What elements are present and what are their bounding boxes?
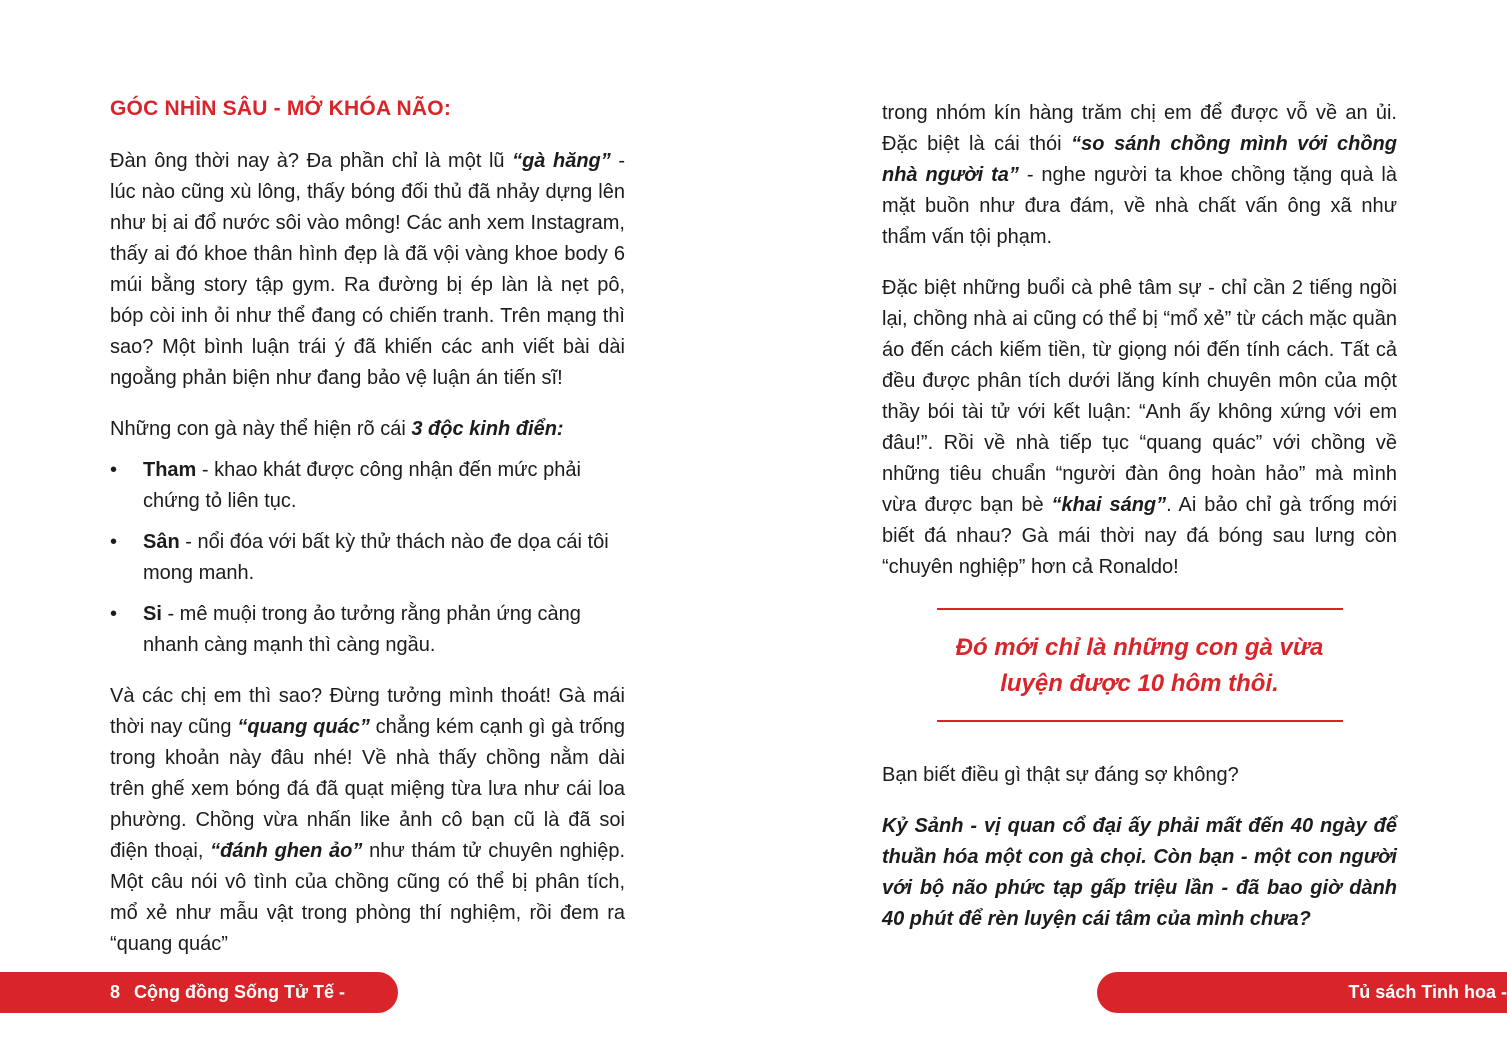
list-item-term: Sân: [143, 531, 180, 553]
paragraph-text: Và các chị em thì sao? Đừng tưởng mình thoát! Gà mái thời nay cũng: [110, 685, 625, 738]
emphasis-text: “quang quác”: [237, 716, 370, 738]
emphasis-text: “so sánh chồng mình với chồng nhà người ta”: [882, 133, 1397, 186]
paragraph-question: Bạn biết điều gì thật sự đáng sợ không?: [882, 764, 1239, 786]
paragraph-text: . Ai bảo chỉ gà trống mới biết đá nhau? Gà mái thời nay đá bóng sau lưng còn “chuyên nghiệp” hơn cả Ronaldo!: [882, 494, 1398, 578]
list-item-term: Tham: [143, 459, 197, 481]
footer-title: Cộng đồng Sống Tử Tế - Gnh.vn: [0, 982, 346, 1043]
footer-left: [0, 972, 398, 1043]
footer-right: [1097, 972, 1507, 1043]
footer-title: Tủ sách Tinh hoa - Gnh.vn/tusach: [1256, 982, 1507, 1043]
emphasis-text: “đánh ghen ảo”: [210, 840, 363, 862]
right-page-column: [882, 98, 1397, 935]
emphasis-text: 3 độc kinh điển:: [411, 418, 564, 440]
list-item-text: - khao khát được công nhận đến mức phải chứng tỏ liên tục.: [143, 459, 581, 512]
paragraph-text: trong nhóm kín hàng trăm chị em để được vỗ về an ủi. Đặc biệt là cái thói: [882, 102, 1397, 155]
paragraph-text: Đàn ông thời nay à? Đa phần chỉ là một lũ: [110, 150, 513, 172]
paragraph-text: Những con gà này thể hiện rõ cái: [110, 418, 412, 440]
paragraph-text: Đặc biệt những buổi cà phê tâm sự - chỉ cần 2 tiếng ngồi lại, chồng nhà ai cũng có thể bị “mổ xẻ” từ cách mặc quần áo đến cách kiếm tiền, từ giọng nói đến tính cách. Tất cả đều được phân tích dưới lăng kính chuyên môn của một thầy bói tài tử với kết luận: “Anh ấy không xứng với em đâu!”. Rồi về nhà tiếp tục “quang quác” với chồng về những tiêu chuẩn “người đàn ông hoàn hảo” mà mình vừa được bạn bè: [882, 277, 1397, 516]
paragraph-text: - nghe người ta khoe chồng tặng quà là mặt buồn như đưa đám, về nhà chất vấn ông xã như thẩm vấn tội phạm.: [882, 164, 1397, 248]
paragraph-text: - lúc nào cũng xù lông, thấy bóng đối thủ đã nhảy dựng lên như bị ai đổ nước sôi vào mông! Các anh xem Instagram, thấy ai đó khoe thân hình đẹp là đã vội vàng khoe body 6 múi bằng story tập gym. Ra đường bị ép làn là nẹt pô, bóp còi inh ỏi như thể đang có chiến tranh. Trên mạng thì sao? Một bình luận trái ý đã khiến các anh viết bài dài ngoằng phản biện như đang bảo vệ luận án tiến sĩ!: [110, 150, 626, 389]
pull-quote-line: luyện được 10 hôm thôi.: [1000, 670, 1279, 697]
paragraph-intro: [110, 146, 625, 394]
paragraph-three-poisons: [110, 414, 625, 445]
list-item-text: - mê muội trong ảo tưởng rằng phản ứng càng nhanh càng mạnh thì càng ngầu.: [143, 603, 581, 656]
emphasis-text: “khai sáng”: [1051, 494, 1167, 516]
list-item-term: Si: [143, 603, 162, 625]
left-page-column: [110, 92, 625, 960]
paragraph-text: như thám tử chuyên nghiệp. Một câu nói vô tình của chồng cũng có thể bị phân tích, mổ xẻ như mẫu vật trong phòng thí nghiệm, rồi đem ra “quang quác”: [110, 840, 626, 955]
list-item: [110, 599, 625, 661]
pull-quote: [937, 608, 1343, 722]
page-number: 8: [110, 982, 121, 1002]
section-heading: GÓC NHÌN SÂU - MỞ KHÓA NÃO:: [110, 97, 452, 120]
list-item: [110, 527, 625, 589]
paragraph-text: chẳng kém cạnh gì gà trống trong khoản này đâu nhé! Về nhà thấy chồng nằm dài trên ghế xem bóng đá đã quạt miệng từa lưa như cái loa phường. Chồng vừa nhấn like ảnh cô bạn cũ là đã soi điện thoại,: [110, 716, 625, 862]
page-number: 9: [1393, 1023, 1404, 1043]
list-item: [110, 455, 625, 517]
poison-list: [110, 455, 625, 661]
paragraph-continued: [882, 98, 1397, 253]
emphasis-text: “gà hăng”: [512, 150, 611, 172]
list-item-text: - nổi đóa với bất kỳ thử thách nào đe dọa cái tôi mong manh.: [143, 531, 609, 584]
paragraph-conclusion: Kỷ Sảnh - vị quan cổ đại ấy phải mất đến 40 ngày để thuần hóa một con gà chọi. Còn bạn - một con người với bộ não phức tạp gấp triệu lần - đã bao giờ dành 40 phút để rèn luyện cái tâm của mình chưa?: [882, 815, 1397, 930]
paragraph-women: [110, 681, 625, 960]
pull-quote-line: Đó mới chỉ là những con gà vừa: [955, 634, 1324, 661]
paragraph-coffee: [882, 273, 1397, 583]
